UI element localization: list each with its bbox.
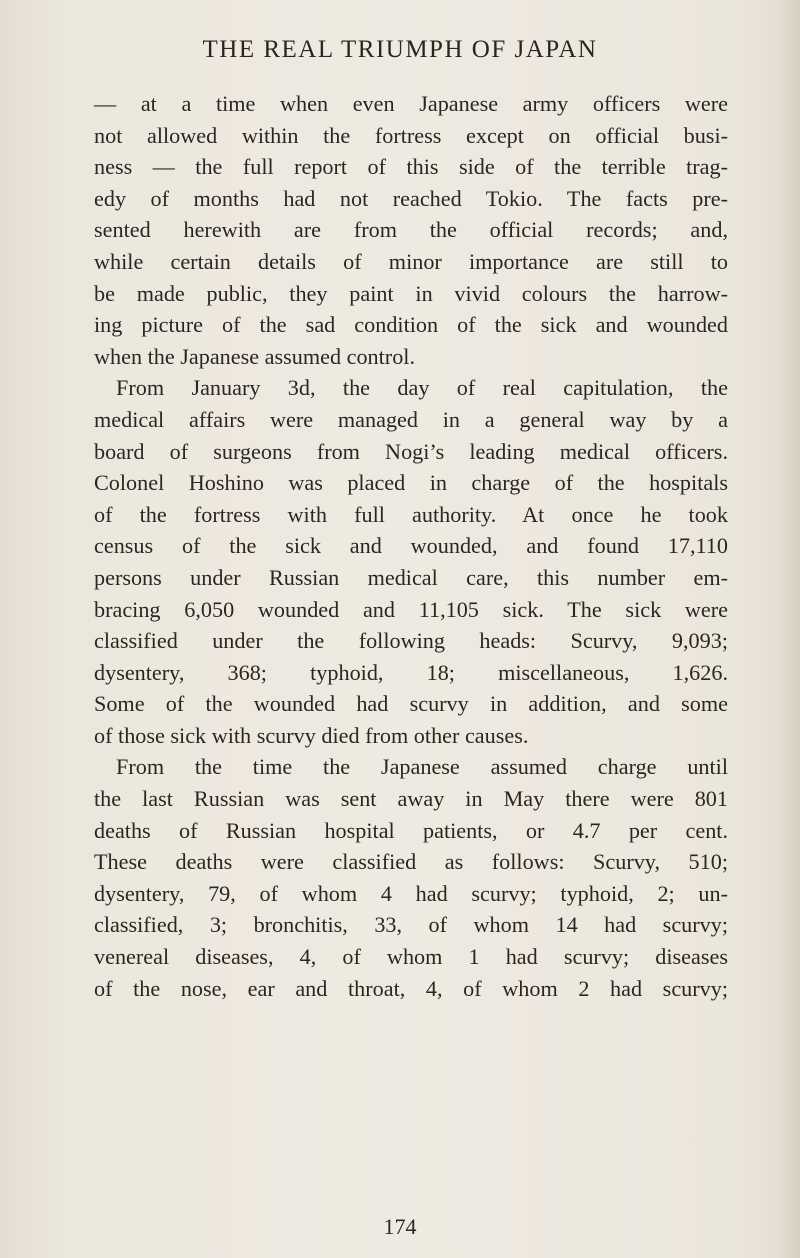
text-line: From January 3d, the day of real capitulation, the [116,375,728,401]
text-line: not allowed within the fortress except on official busi- [94,122,728,148]
running-head: THE REAL TRIUMPH OF JAPAN [202,36,598,63]
text-line: dysentery, 368; typhoid, 18; miscellaneous, 1,626. [94,659,728,685]
text-line: — at a time when even Japanese army officers were [94,91,728,116]
text-line: edy of months had not reached Tokio. The facts pre- [94,185,728,211]
text-line: Colonel Hoshino was placed in charge of the hospitals [94,470,728,496]
text-line: sented herewith are from the official records; and, [94,217,728,243]
text-line: of those sick with scurvy died from other causes. [94,722,529,748]
text-line: medical affairs were managed in a general way by a [94,406,728,432]
text-line: persons under Russian medical care, this number em- [94,564,728,590]
text-line: venereal diseases, 4, of whom 1 had scurvy; diseases [94,944,728,970]
text-line: dysentery, 79, of whom 4 had scurvy; typhoid, 2; un- [94,880,728,906]
text-line: census of the sick and wounded, and found 17,110 [94,533,728,559]
text-line: be made public, they paint in vivid colours the harrow- [94,280,728,306]
text-line: Some of the wounded had scurvy in addition, and some [94,691,728,717]
text-line: while certain details of minor importance are still to [94,248,728,274]
text-line: board of surgeons from Nogi’s leading medical officers. [94,438,728,464]
page-number: 174 [383,1214,417,1239]
text-line: deaths of Russian hospital patients, or 4.7 per cent. [94,817,728,843]
text-line: of the nose, ear and throat, 4, of whom 2 had scurvy; [94,975,728,1001]
text-line: the last Russian was sent away in May there were 801 [94,786,728,812]
text-line: These deaths were classified as follows: Scurvy, 510; [94,849,728,875]
text-line: bracing 6,050 wounded and 11,105 sick. The sick were [94,596,728,622]
text-line: classified under the following heads: Scurvy, 9,093; [94,628,728,654]
text-line: From the time the Japanese assumed charge until [116,754,728,780]
text-line: of the fortress with full authority. At once he took [94,501,728,527]
page-edge-shadow [778,0,800,1258]
text-line: ness — the full report of this side of the terrible trag- [94,154,728,180]
text-line: classified, 3; bronchitis, 33, of whom 14 had scurvy; [94,912,728,938]
text-line: ing picture of the sad condition of the sick and wounded [94,312,728,338]
body-text [94,88,728,1004]
text-line: when the Japanese assumed control. [94,343,416,369]
